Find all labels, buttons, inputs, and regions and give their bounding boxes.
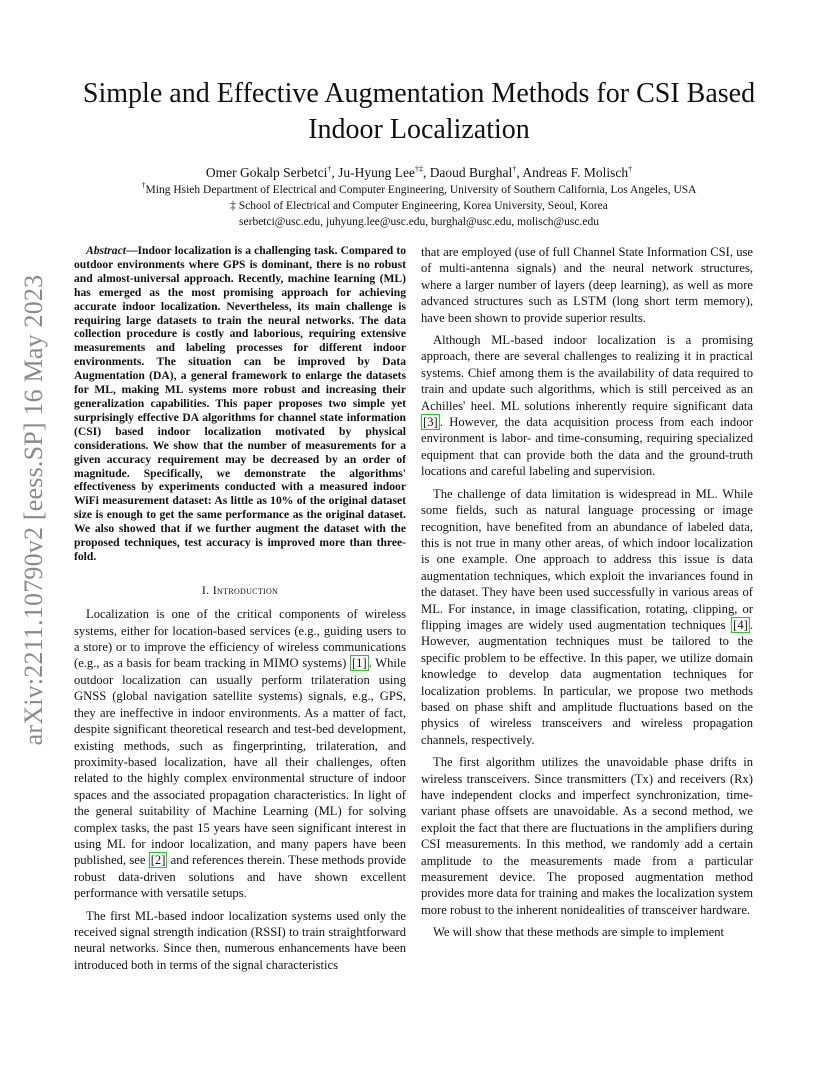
abstract-text: —Indoor localization is a challenging task. Compared to outdoor environments where GPS is dominant, there is no robust and almost-universal approach. Recently, machine learning (ML) has emerged as the most promising approach for achieving accurate indoor localization. Nevertheless, its main challenge is requiring large datasets to train the neural networks. The data collection procedure is costly and laborious, requiring extensive measurements and labeling processes for different indoor environments. The situation can be improved by Data Augmentation (DA), a general framework to enlarge the datasets for ML, making ML systems more robust and increasing their generalization capabilities. This paper proposes two simple yet surprisingly effective DA algorithms for channel state information (CSI) based indoor localization motivated by physical considerations. We show that the number of measurements for a given accuracy requirement may be decreased by an order of magnitude. Specifically, we demonstrate the algorithms' effectiveness by experiments conducted with a measured indoor WiFi measurement dataset: As little as 10% of the original dataset size is enough to get the same performance as the original dataset. We also showed that if we further augment the dataset with the proposed techniques, test accuracy is improved more than three-fold. xyxy=(74,244,406,563)
intro-p4-text-a: The challenge of data limitation is widespread in ML. While some fields, such as natural language processing or image recognition, have benefited from an abundance of labeled data, this is not true in many other areas, of which indoor localization is one example. One approach to address this issue is data augmentation techniques, which exploit the invariances found in the dataset. They have been used successfully in various areas of ML. For instance, in image classification, rotating, clipping, or flipping images are widely used augmentation techniques xyxy=(421,486,753,632)
section-heading-introduction: I. Introduction xyxy=(201,582,279,597)
affiliation-korea: ‡ School of Electrical and Computer Engineering, Korea University, Seoul, Korea xyxy=(230,200,608,212)
intro-paragraph-1 xyxy=(74,606,406,901)
intro-paragraph-2: The first ML-based indoor localization systems used only the received signal strength indication (RSSI) to train straightforward neural networks. Since then, numerous enhancements have been introduced both in terms of the signal characteristics xyxy=(74,908,406,972)
citation-link-1[interactable]: [1] xyxy=(351,656,367,671)
author-2-mark: †‡ xyxy=(414,164,423,174)
abstract xyxy=(74,244,406,564)
author-list: Omer Gokalp Serbetci†, Ju-Hyung Lee†‡, Daoud Burghal†, Andreas F. Molisch† xyxy=(205,164,633,180)
author-emails: serbetci@usc.edu, juhyung.lee@usc.edu, burghal@usc.edu, molisch@usc.edu xyxy=(239,216,599,228)
citation-link-3[interactable]: [3] xyxy=(423,415,438,430)
intro-paragraph-4 xyxy=(421,486,753,749)
intro-p1-text-c: and references therein. These methods provide robust data-driven solutions and have shown excellent performance with versatile setups. xyxy=(74,853,407,901)
intro-p1-text-a: Localization is one of the critical components of wireless systems, either for location-based services (e.g., guiding users to a store) or to improve the efficiency of wireless communications (e.g., as a basis for beam tracking in MIMO systems) xyxy=(74,607,406,671)
affiliation-usc xyxy=(60,182,778,198)
author-1: Omer Gokalp Serbetci xyxy=(205,165,328,180)
intro-p1-text-b: . While outdoor localization can usually perform trilateration using GNSS (global navigation satellite systems) signals, e.g., GPS, they are ineffective in indoor environments. As a matter of fact, despite significant theoretical research and test-bed development, existing methods, such as fingerprinting, trilateration, and proximity-based localization, have all their challenges, often related to the highly complex environmental structure of indoor spaces and the associated propagation characteristics. In light of the general suitability of Machine Learning (ML) for solving complex tasks, the past 15 years have seen significant interest in using ML for indoor localization, and many papers have been published, see xyxy=(74,656,407,868)
affiliation-1-mark: † xyxy=(141,181,146,191)
arxiv-side-stamp xyxy=(0,270,60,750)
citation-link-4[interactable]: [4] xyxy=(733,617,748,632)
right-column xyxy=(421,244,753,941)
paper-title: Simple and Effective Augmentation Methods for CSI Based Indoor Localization xyxy=(82,78,756,145)
intro-paragraph-3 xyxy=(421,332,753,480)
intro-p3-text-a: Although ML-based indoor localization is a promising approach, there are several challenges to realizing it in practical systems. Chief among them is the availability of data required to train and update such algorithms, which is still perceived as an Achilles' heel. ML solutions inherently require significant data xyxy=(421,333,753,413)
author-3: Daoud Burghal xyxy=(429,165,513,180)
author-3-mark: † xyxy=(512,164,517,174)
citation-link-2[interactable]: [2] xyxy=(150,853,166,868)
abstract-label: Abstract xyxy=(86,244,126,257)
affiliation-1-text: Ming Hsieh Department of Electrical and Computer Engineering, University of Southern California, Los Angeles, USA xyxy=(145,184,697,196)
arxiv-identifier: arXiv:2211.10790v2 [eess.SP] 16 May 2023 xyxy=(19,274,48,746)
intro-paragraph-6: We will show that these methods are simple to implement xyxy=(433,925,725,940)
author-4-mark: † xyxy=(628,164,633,174)
intro-paragraph-2-continued: that are employed (use of full Channel State Information CSI, use of multi-antenna signals) and the neural network structures, where a larger number of layers (deep learning), as well as more advanced structures such as LSTM (long short term memory), have been shown to provide superior results. xyxy=(421,245,753,325)
intro-p4-text-b: . However, augmentation techniques must be tailored to the specific problem to be effective. In this paper, we utilize domain knowledge to develop data augmentation techniques for localization problems. In particular, we propose two methods based on phase shift and amplitude fluctuations based on the physics of wireless transceivers and wireless propagation channels, respectively. xyxy=(421,617,753,747)
intro-p3-text-b: . However, the data acquisition process from each indoor environment is labor- and time-consuming, requiring specialized equipment that can provide both the data and the ground-truth locations and careful labeling and supervision. xyxy=(421,415,753,479)
author-1-mark: † xyxy=(327,164,332,174)
author-4: Andreas F. Molisch xyxy=(522,165,629,180)
author-2: Ju-Hyung Lee xyxy=(338,165,415,180)
left-column xyxy=(74,244,406,973)
intro-paragraph-5: The first algorithm utilizes the unavoidable phase drifts in wireless transceivers. Since transmitters (Tx) and receivers (Rx) have independent clocks and imperfect synchronization, time-variant phase offsets are unavoidable. As a second method, we exploit the fact that there are fluctuations in the amplifiers during CSI measurements. In this method, we randomly add a certain amplitude to the measurements made from a particular measurement device. The proposed augmentation method provides more data for training and makes the localization system more robust to the inherent nonidealities of transceiver hardware. xyxy=(421,755,753,917)
